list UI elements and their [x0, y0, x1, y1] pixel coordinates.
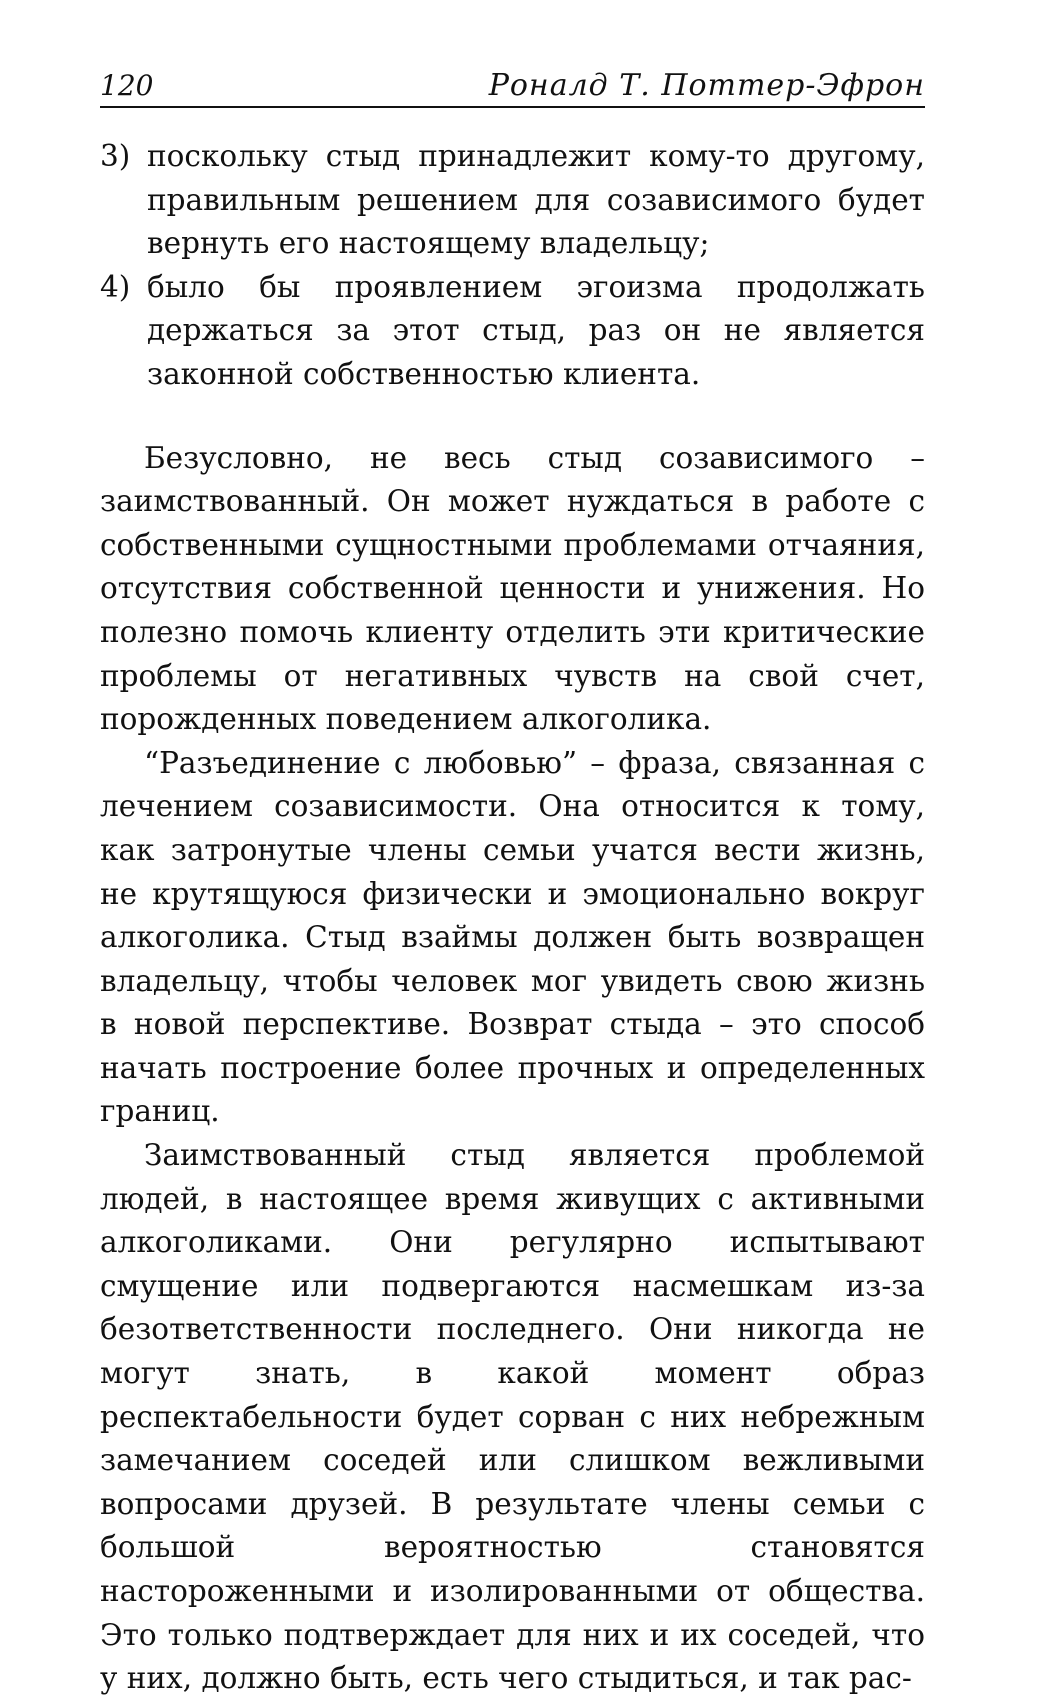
paragraph: “Разъединение с любовью” – фраза, связанная с лечением созависимости. Она относится к тому, как затронутые члены семьи учатся вести жизнь, не крутящуюся физически и эмоционально вокруг алкоголика. Стыд взаймы должен быть возвращен владельцу, чтобы человек мог увидеть свою жизнь в новой перспективе. Возврат стыда – это способ начать построение более прочных и определенных границ. [100, 745, 925, 1129]
running-head [100, 68, 925, 108]
list-item-text: поскольку стыд принадлежит кому-то другому, правильным решением для созависимого будет вернуть его настоящему владельцу; [147, 139, 925, 261]
list-item [100, 266, 925, 397]
body-text [100, 135, 925, 1701]
list-item-text: было бы проявлением эгоизма продолжать держаться за этот стыд, раз он не является законной собственностью клиента. [147, 269, 925, 391]
page-number: 120 [100, 69, 154, 102]
paragraph: Безусловно, не весь стыд созависимого – заимствованный. Он может нуждаться в работе с собственными сущностными проблемами отчаяния, отсутствия собственной ценности и унижения. Но полезно помочь клиенту отделить эти критические проблемы от негативных чувств на свой счет, порожденных поведением алкоголика. [100, 440, 925, 737]
list-item [100, 135, 925, 266]
list-item-number: 4) [100, 269, 131, 304]
running-head-author: Роналд Т. Поттер-Эфрон [488, 68, 925, 103]
list-item-number: 3) [100, 139, 131, 173]
paragraph: Заимствованный стыд является проблемой людей, в настоящее время живущих с активными алкоголиками. Они регулярно испытывают смущение или подвергаются насмешкам из-за безответственности последнего. Они никогда не могут знать, в какой момент образ респектабельности будет сорван с них небрежным замечанием соседей или слишком вежливыми вопросами друзей. В результате члены семьи с большой вероятностью становятся настороженными и изолированными от общества. Это только подтверждает для них и их соседей, что у них, должно быть, есть чего стыдиться, и так рас- [100, 1138, 925, 1696]
